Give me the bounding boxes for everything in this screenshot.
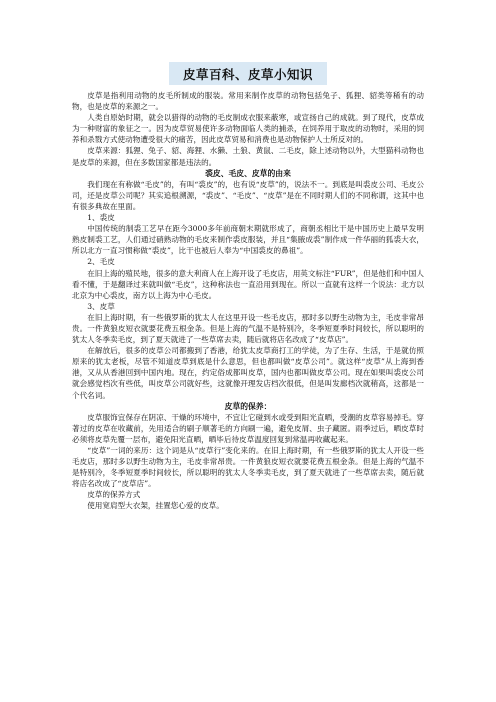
section-heading: 裘皮、毛皮、皮草的由来: [205, 168, 291, 178]
title-wrap: [72, 0, 424, 85]
numbered-item: 2、毛皮: [87, 257, 115, 267]
body-paragraph: 皮草是指利用动物的皮毛所制成的服装。常用来制作皮草的动物包括兔子、狐狸、貂类等稀有的动物，也是皮草的来源之一。: [72, 91, 424, 112]
body-paragraph: 在解放后，很多的皮草公司都搬到了香港，给犹太皮草商打工的学徒，为了生存、生活，于是就仿照原来的犹太老板，尽管不知道皮草到底是什么意思，但也都叫做“皮草公司”。就这样“皮草”从上海到香港，又从从香港回到中国内地。现在，约定俗成都叫皮草，国内也都叫做皮草公司。现在如果叫裘皮公司就会感觉档次有些低，叫皮草公司就好些，这就像开理发店档次很低，但是叫发廊档次就稍高，这都是一个代名词。: [72, 346, 424, 400]
body-paragraph: “皮草”一词的来历：这个词是从“皮草行”变化来的。在旧上海时期，有一些俄罗斯的犹太人开设一些毛皮店，那时多以野生动物为主，毛皮非常昂贵。一件黄狼皮短衣就要花费五根金条。但是上海的气温不是特别冷，冬季短夏季时间较长，所以聪明的犹太人冬季卖毛皮，到了夏天就进了一些草席去卖，随后就将店名改成了“皮草店”。: [72, 446, 424, 489]
numbered-item: 皮草的保养方式: [87, 490, 141, 500]
numbered-item: 1、裘皮: [87, 213, 115, 223]
body-paragraph: 在旧上海时期，有一些俄罗斯的犹太人在这里开设一些毛皮店，那时多以野生动物为主，毛皮非常昂贵。一件黄狼皮短衣就要花费五根金条。但是上海的气温不是特别冷，冬季短夏季时间较长，所以聪明的犹太人冬季卖毛皮，到了夏天就进了一些草席去卖，随后就将店名改成了“皮草店”。: [72, 312, 424, 345]
document-title: 皮草百科、皮草小知识: [169, 62, 327, 85]
body-paragraph: 皮草服饰宜保存在阴凉、干燥的环境中，不宜让它碰到水或受到阳光直晒，受潮的皮草容易掉毛。穿著过的皮草在收藏前，先用适合的刷子顺著毛的方向刷一遍，避免皮屑、虫子藏匿。雨季过后，晒皮草时必须将皮草先覆一层布，避免阳光直晒，晒毕后待皮草温度回复到常温再收藏起来。: [72, 412, 424, 444]
body-paragraph: 人类自原始时期，就会以猎得的动物的毛皮制成衣服来蔽寒，或宣扬自己的成就。到了现代，皮草成为一种财富的象征之一。因为皮草贸易使许多动物面临人类的捕杀，在饲养用于取皮的动物时，采用的饲养和杀戮方式使动物遭受很大的痛苦，因此皮草贸易和消费也是动物保护人士所反对的。: [72, 113, 424, 145]
document-body: [72, 90, 424, 512]
section-heading: 皮草的保养：: [224, 401, 272, 411]
body-paragraph: 我们现在有称做“毛皮”的，有叫“裘皮”的，也有说“皮草”的，说法不一。到底是叫裘皮公司、毛皮公司，还是皮草公司呢？其实追根溯源，“裘皮”、“毛皮”、“皮草”是在不同时期人们的不同称谓，这其中也有很多典故在里面。: [72, 179, 424, 211]
body-paragraph: 中国传统的制裘工艺早在距今3000多年前商朝末期就形成了，商朝丞相比干是中国历史上最早发明熟皮制裘工艺，人们通过硝熟动物的毛皮来制作裘皮服装，并且“集腋成裘”制作成一件华丽的狐裘大衣，所以北方一直习惯称做“裘皮”，比干也被后人奉为“中国裘皮的鼻祖”。: [72, 224, 424, 256]
numbered-item: 使用宽肩型大衣架，挂置您心爱的皮草。: [87, 501, 224, 511]
body-paragraph: 在旧上海的殖民地，很多的意大利商人在上海开设了毛皮店，用英文标注“FUR”，但是他们和中国人看不懂，于是翻译过来就叫做“毛皮”，这种称法也一直沿用到现在。所以一直就有这样一个说法：北方以北京为中心裘皮，南方以上海为中心毛皮。: [72, 268, 424, 300]
body-paragraph: 皮草来源：狐狸、兔子、貂、海狸、水獭、土狼、黄鼠、二毛皮，除上述动物以外，大型猫科动物也是皮草的来源，但在多数国家都是违法的。: [72, 146, 424, 167]
numbered-item: 3、皮草: [87, 301, 115, 311]
